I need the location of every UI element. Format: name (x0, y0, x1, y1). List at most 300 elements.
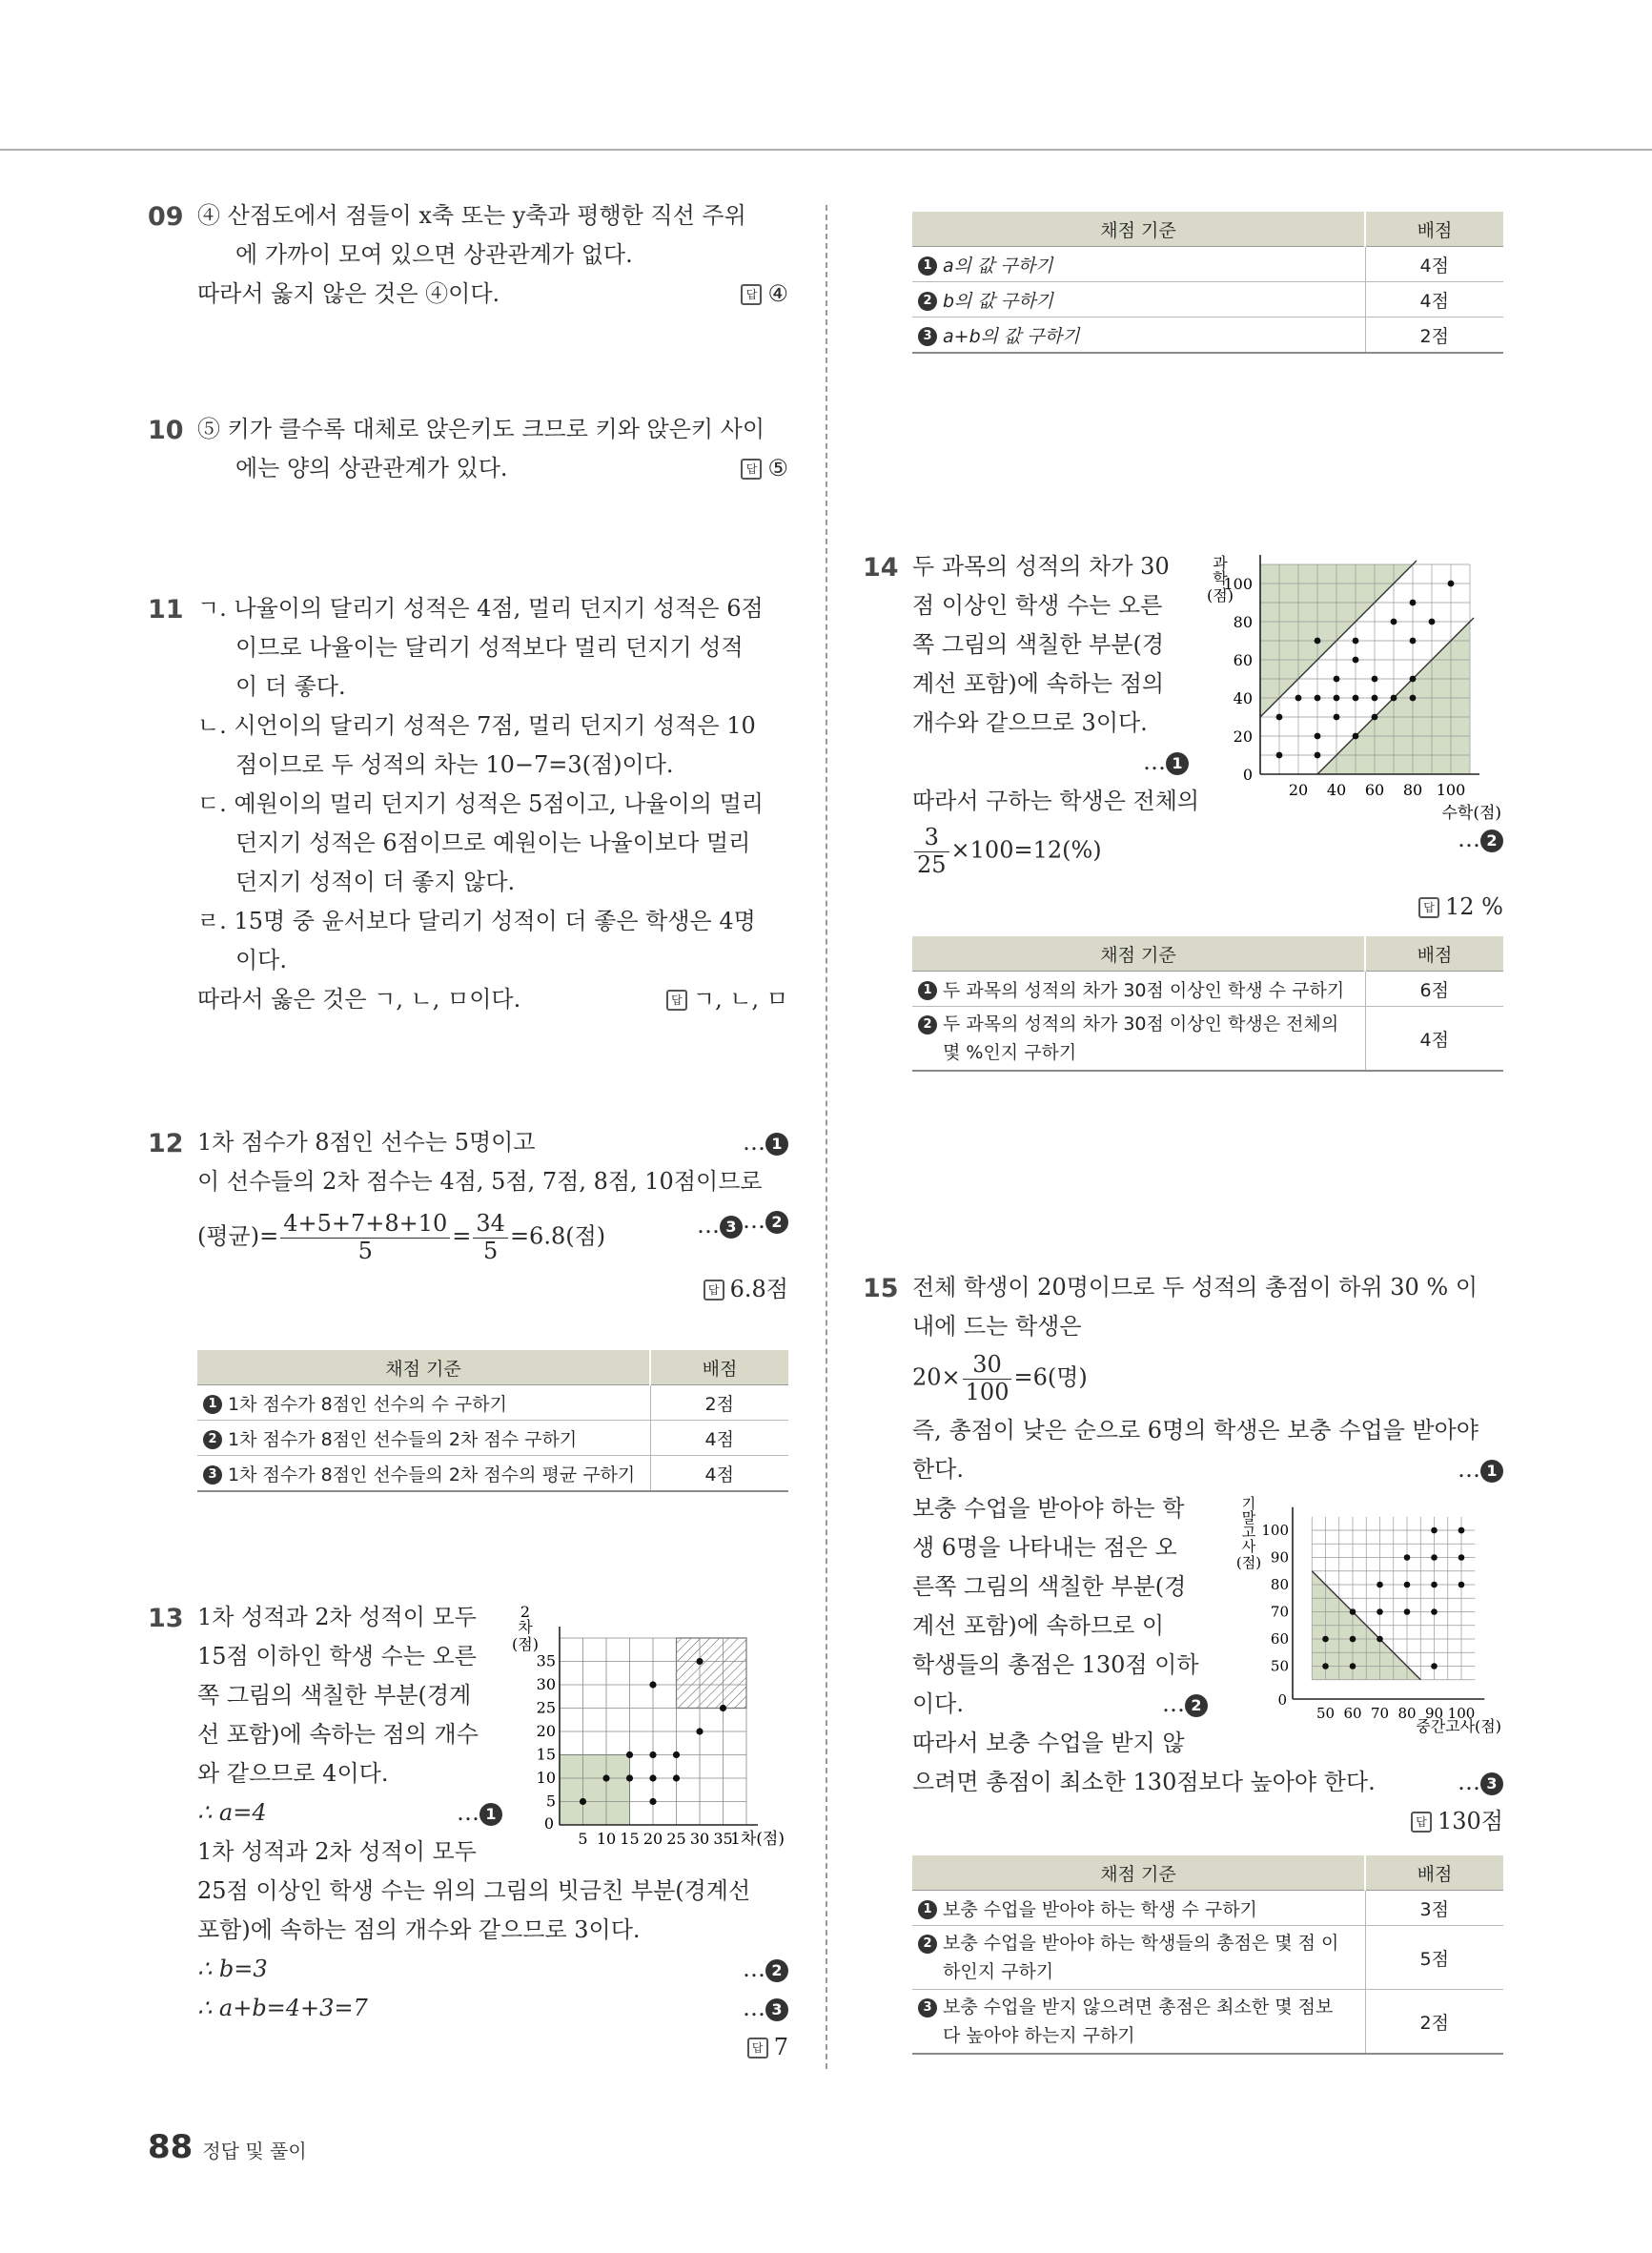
table-header-row (197, 1350, 788, 1385)
y-axis-label: 고 (1241, 1524, 1256, 1541)
data-point (1431, 1527, 1438, 1534)
answer-value: 7 (773, 2034, 788, 2060)
y-axis-label: 사 (1241, 1538, 1256, 1555)
table-row (912, 1990, 1503, 2055)
x-axis-label: 중간고사(점) (1416, 1717, 1501, 1735)
problem-number: 10 (148, 416, 184, 445)
table-cell (197, 1385, 650, 1421)
data-point (1276, 714, 1283, 721)
x-tick-label: 20 (642, 1830, 663, 1848)
step-circle-icon: 1 (918, 1900, 937, 1919)
problem-body (197, 410, 788, 488)
conclusion: 따라서 옳지 않은 것은 ④이다. (197, 280, 500, 307)
problem-number: 11 (148, 595, 184, 625)
text-line: 점 이상인 학생 수는 오른 (912, 592, 1163, 619)
data-point (1391, 619, 1397, 625)
table-row (197, 1421, 788, 1456)
y-tick-label: 80 (1270, 1576, 1289, 1593)
criterion-cont: 하인지 구하기 (943, 1961, 1054, 1982)
step-marker: … 2 (1458, 825, 1503, 853)
data-point (649, 1751, 656, 1758)
data-point (673, 1751, 680, 1758)
table-header: 배점 (1365, 936, 1503, 972)
table-cell (912, 1007, 1365, 1072)
text-line: 1차 성적과 2차 성적이 모두 (197, 1838, 477, 1865)
data-point (1353, 638, 1359, 645)
y-tick-label: 30 (536, 1675, 556, 1693)
table-row (912, 247, 1503, 282)
text-line: 보충 수업을 받아야 하는 학 (912, 1495, 1185, 1523)
step-circle-icon: 3 (918, 1998, 937, 2017)
text-line: 에 가까이 모여 있으면 상관관계가 없다. (235, 241, 633, 268)
text-line: 따라서 보충 수업을 받지 않 (912, 1730, 1185, 1757)
mean-formula (197, 1211, 788, 1264)
data-point (1404, 1554, 1411, 1561)
table-row (912, 1007, 1503, 1072)
text-line (197, 980, 788, 1019)
page-footer (148, 2128, 307, 2166)
x-axis-label: 1차(점) (730, 1830, 785, 1849)
denominator: 25 (917, 850, 947, 878)
y-axis-unit: (점) (1207, 586, 1234, 604)
data-point (1391, 695, 1397, 702)
fraction (963, 1352, 1012, 1405)
data-point (1410, 676, 1417, 683)
step-marker: … 1 (457, 1793, 502, 1833)
y-axis-label: 2 (520, 1603, 531, 1621)
text-line: 두 과목의 성적의 차가 30 (912, 553, 1170, 580)
x-tick-label: 20 (1288, 781, 1309, 799)
data-point (696, 1728, 703, 1734)
scoring-table-14 (912, 936, 1503, 1072)
y-axis-label: 과 (1213, 554, 1228, 572)
table-header: 배점 (1365, 1855, 1503, 1891)
score: 6점 (1365, 972, 1503, 1007)
score: 4점 (650, 1456, 788, 1492)
step-circle-icon: 1 (765, 1133, 788, 1156)
step-marker: … 1 (912, 743, 1189, 782)
step-circle-icon: 1 (203, 1395, 222, 1414)
text-line: 이다. (235, 947, 287, 973)
y-tick-label: 80 (1233, 613, 1253, 631)
data-point (1315, 638, 1321, 645)
y-tick-label: 40 (1233, 689, 1253, 707)
fraction (280, 1211, 450, 1264)
criterion: a의 값 구하기 (943, 255, 1053, 277)
text-line: 점이므로 두 성적의 차는 10−7=3(점)이다. (235, 751, 674, 778)
text-span: 20× (912, 1363, 961, 1391)
x-axis-label: 수학(점) (1441, 804, 1501, 823)
criterion-cont: 다 높아야 하는지 구하기 (943, 2025, 1135, 2046)
text-line: 이므로 나율이는 달리기 성적보다 멀리 던지기 성적 (235, 634, 744, 661)
text-line: 계선 포함)에 속하므로 이 (912, 1612, 1165, 1640)
data-point (1315, 733, 1321, 740)
y-tick-label: 35 (536, 1651, 556, 1670)
shaded-region (560, 1755, 630, 1826)
fraction (473, 1211, 508, 1264)
data-point (649, 1774, 656, 1781)
hatched-region (677, 1638, 747, 1709)
y-axis-label: 학 (1213, 569, 1228, 587)
step-circle-icon: 2 (1480, 830, 1503, 852)
problem-number: 09 (148, 202, 184, 232)
data-point (1377, 1582, 1383, 1588)
text-line: 선 포함)에 속하는 점의 개수 (197, 1721, 479, 1748)
answer (666, 980, 788, 1019)
table-row (912, 1891, 1503, 1926)
step-circle-icon: 2 (765, 1959, 788, 1982)
table-header-row (912, 212, 1503, 247)
data-point (1431, 1663, 1438, 1669)
table-header: 채점 기준 (197, 1350, 650, 1385)
answer-box-icon: 답 (1411, 1812, 1432, 1833)
text-line: ④ 산점도에서 점들이 x축 또는 y축과 평행한 직선 주위 (197, 202, 746, 229)
page-number: 88 (148, 2128, 194, 2166)
data-point (1410, 638, 1417, 645)
scoring-table-15 (912, 1855, 1503, 2055)
step-circle-icon: 3 (765, 1998, 788, 2021)
text-line: ㄴ. 시언이의 달리기 성적은 7점, 멀리 던지기 성적은 10 (197, 712, 756, 739)
text-line (197, 1989, 788, 2028)
table-header: 배점 (1365, 212, 1503, 247)
step-circle-icon: 3 (918, 327, 937, 346)
text-span: 으려면 총점이 최소한 130점보다 높아야 한다. (912, 1769, 1376, 1796)
result: =6.8(점) (509, 1222, 606, 1250)
answer-value: 6.8점 (729, 1276, 788, 1303)
x-tick-label: 80 (1402, 781, 1423, 799)
table-cell (912, 1926, 1365, 1990)
x-tick-label: 100 (1436, 781, 1466, 799)
data-point (580, 1798, 586, 1805)
criterion: b의 값 구하기 (943, 290, 1053, 312)
x-tick-label: 100 (1447, 1705, 1476, 1722)
conclusion: 따라서 옳은 것은 ㄱ, ㄴ, ㅁ이다. (197, 986, 521, 1013)
y-axis-label: 말 (1241, 1509, 1256, 1526)
criterion: 두 과목의 성적의 차가 30점 이상인 학생 수 구하기 (943, 979, 1345, 1001)
data-point (1353, 657, 1359, 664)
answer (197, 2028, 788, 2067)
data-point (1353, 695, 1359, 702)
y-axis-label: 기 (1241, 1495, 1256, 1512)
answer-value: ④ (767, 280, 788, 307)
data-point (1350, 1663, 1356, 1669)
data-point (1372, 714, 1378, 721)
table-cell (912, 972, 1365, 1007)
score: 5점 (1365, 1926, 1503, 1990)
x-tick-label: 5 (578, 1830, 588, 1848)
step-marker: … 2 (743, 1950, 788, 1989)
mean-label: (평균)= (197, 1222, 279, 1250)
answer (912, 888, 1503, 927)
count-formula (912, 1352, 1503, 1405)
tick-label-origin: 0 (1277, 1691, 1287, 1709)
data-point (1458, 1582, 1465, 1588)
data-point (649, 1681, 656, 1688)
answer-box-icon: 답 (666, 990, 687, 1011)
text-line: 이 더 좋다. (235, 673, 346, 700)
text-line (197, 275, 788, 314)
table-row (912, 282, 1503, 317)
data-point (626, 1774, 633, 1781)
criterion: 1차 점수가 8점인 선수의 수 구하기 (228, 1393, 507, 1415)
x-tick-label: 60 (1343, 1705, 1362, 1722)
data-point (673, 1774, 680, 1781)
step-circle-icon: 2 (203, 1430, 222, 1449)
text-line: 쪽 그림의 색칠한 부분(경계 (197, 1682, 472, 1709)
score: 2점 (1365, 1990, 1503, 2055)
table-cell (912, 247, 1365, 282)
equals: = (452, 1222, 472, 1250)
x-tick-label: 70 (1370, 1705, 1390, 1722)
text-line: ㄱ. 나율이의 달리기 성적은 4점, 멀리 던지기 성적은 6점 (197, 595, 764, 622)
criterion-cont: 몇 %인지 구하기 (943, 1042, 1077, 1063)
criterion: 1차 점수가 8점인 선수들의 2차 점수의 평균 구하기 (228, 1464, 636, 1485)
x-tick-label: 60 (1364, 781, 1385, 799)
data-point (1377, 1636, 1383, 1643)
answer-box-icon: 답 (747, 2038, 768, 2058)
table-cell (912, 1891, 1365, 1926)
y-tick-label: 100 (1223, 575, 1253, 593)
data-point (1353, 733, 1359, 740)
step-circle-icon: 2 (918, 292, 937, 311)
numerator: 30 (963, 1352, 1012, 1380)
numerator: 3 (914, 825, 949, 852)
step-circle-icon: 3 (720, 1216, 743, 1239)
text-span: 한다. (912, 1456, 964, 1484)
problem-number: 14 (863, 553, 899, 583)
x-tick-label: 50 (1315, 1705, 1336, 1722)
step-circle-icon: 1 (1480, 1460, 1503, 1483)
scatter-plot-14 (1207, 547, 1506, 824)
text-line (912, 1450, 1503, 1489)
column-divider (826, 205, 827, 2069)
text-line: 계선 포함)에 속하는 점의 (912, 670, 1165, 697)
table-header-row (912, 936, 1503, 972)
data-point (1448, 581, 1455, 587)
problem-number: 12 (148, 1129, 184, 1158)
table-row (912, 972, 1503, 1007)
problem-body (197, 589, 788, 1019)
y-tick-label: 25 (536, 1698, 556, 1717)
data-point (1322, 1636, 1329, 1643)
text-line: 25점 이상인 학생 수는 위의 그림의 빗금친 부분(경계선 (197, 1877, 751, 1904)
score: 2점 (1365, 317, 1503, 354)
text-line: 른쪽 그림의 색칠한 부분(경 (912, 1573, 1187, 1601)
text-line (197, 449, 788, 488)
answer-value: 130점 (1438, 1808, 1503, 1835)
problem-body (197, 196, 788, 314)
criterion: a+b의 값 구하기 (943, 325, 1080, 347)
percent-formula (912, 825, 1503, 878)
scoring-table-13 (912, 212, 1503, 354)
step-circle-icon: 2 (918, 1015, 937, 1034)
step-marker: … 1 (1458, 1450, 1503, 1489)
step-marker: … 3 (1458, 1763, 1503, 1802)
y-tick-label: 10 (536, 1769, 556, 1787)
text-line: 내에 드는 학생은 (912, 1313, 1082, 1340)
data-point (1377, 1608, 1383, 1615)
table-cell (197, 1421, 650, 1456)
step-marker: … 3 (743, 1989, 788, 2028)
problem-number: 13 (148, 1604, 184, 1633)
data-point (1350, 1608, 1356, 1615)
text-span: 1차 점수가 8점인 선수는 5명이고 (197, 1129, 536, 1156)
text-line (912, 1763, 1503, 1802)
data-point (1431, 1582, 1438, 1588)
score: 4점 (1365, 1007, 1503, 1072)
scoring-table-12 (197, 1350, 788, 1492)
table-row (912, 1926, 1503, 1990)
text-line: 학생들의 총점은 130점 이하 (912, 1651, 1199, 1679)
data-point (1404, 1608, 1411, 1615)
answer (197, 1270, 788, 1309)
step-circle-icon: 2 (765, 1211, 788, 1234)
x-tick-label: 35 (713, 1830, 733, 1848)
text-line (197, 1793, 502, 1833)
table-cell (912, 317, 1365, 354)
data-point (1334, 695, 1340, 702)
text-line: 전체 학생이 20명이므로 두 성적의 총점이 하위 30 % 이 (912, 1274, 1479, 1301)
x-tick-label: 90 (1424, 1705, 1444, 1722)
equation: ∴ a+b=4+3=7 (197, 1995, 368, 2021)
y-tick-label: 100 (1261, 1522, 1289, 1539)
text-line: 따라서 구하는 학생은 전체의 (912, 788, 1200, 814)
y-tick-label: 90 (1270, 1548, 1289, 1567)
data-point (1458, 1554, 1465, 1561)
x-tick-label: 40 (1326, 781, 1347, 799)
answer-value: ⑤ (767, 455, 788, 481)
text-line: 던지기 성적은 6점이므로 예원이는 나율이보다 멀리 (235, 830, 751, 856)
data-point (720, 1705, 726, 1711)
y-axis-unit: (점) (1235, 1554, 1262, 1571)
data-point (649, 1798, 656, 1805)
y-tick-label: 50 (1270, 1657, 1289, 1675)
answer-box-icon: 답 (704, 1280, 724, 1301)
criterion: 보충 수업을 받아야 하는 학생 수 구하기 (943, 1898, 1257, 1920)
tick-labels (1261, 1522, 1475, 1722)
text-line: 생 6명을 나타내는 점은 오 (912, 1534, 1177, 1562)
step-marker: … 2 (1162, 1685, 1208, 1724)
data-point (602, 1774, 609, 1781)
data-point (1334, 676, 1340, 683)
answer (741, 275, 788, 314)
scatter-plot-13 (512, 1594, 804, 1852)
text-span: 이다. (912, 1690, 964, 1718)
step-circle-icon: 2 (1185, 1694, 1208, 1717)
data-point (626, 1751, 633, 1758)
denominator: 5 (357, 1237, 373, 1264)
data-point (1372, 676, 1378, 683)
data-point (1350, 1636, 1356, 1643)
text-line: 와 같으므로 4이다. (197, 1760, 389, 1787)
y-tick-label: 20 (536, 1722, 556, 1740)
text-line: 15점 이하인 학생 수는 오른 (197, 1643, 477, 1669)
step-circle-icon: 1 (918, 981, 937, 1000)
text-line: 1차 성적과 2차 성적이 모두 (197, 1604, 477, 1630)
criterion: 보충 수업을 받아야 하는 학생들의 총점은 몇 점 이 (943, 1933, 1339, 1954)
answer-box-icon: 답 (741, 459, 762, 480)
data-point (1410, 600, 1417, 606)
footer-label: 정답 및 풀이 (202, 2140, 307, 2162)
table-cell (912, 282, 1365, 317)
x-tick-label: 30 (689, 1830, 710, 1848)
data-point (1404, 1582, 1411, 1588)
table-row (197, 1456, 788, 1492)
y-tick-label: 5 (545, 1792, 556, 1811)
text-line: 즉, 총점이 낮은 순으로 6명의 학생은 보충 수업을 받아야 (912, 1417, 1479, 1444)
step-circle-icon: 1 (1166, 752, 1189, 775)
equation: ∴ b=3 (197, 1956, 268, 1982)
data-point (1315, 695, 1321, 702)
text-line: ⑤ 키가 클수록 대체로 앉은키도 크므로 키와 앉은키 사이 (197, 416, 765, 442)
scatter-plot-15 (1235, 1487, 1506, 1737)
table-header: 채점 기준 (912, 936, 1365, 972)
table-row (197, 1385, 788, 1421)
score: 4점 (1365, 247, 1503, 282)
problem-body (197, 1123, 788, 1309)
result: =6(명) (1013, 1363, 1088, 1391)
data-point (1295, 695, 1302, 702)
text-span: 에는 양의 상관관계가 있다. (235, 455, 508, 481)
data-point (696, 1658, 703, 1665)
step-circle-icon: 3 (1480, 1772, 1503, 1795)
data-point (1322, 1663, 1329, 1669)
equation: ∴ a=4 (197, 1799, 267, 1826)
text-line (197, 1950, 788, 1989)
score: 4점 (1365, 282, 1503, 317)
table-header: 채점 기준 (912, 212, 1365, 247)
data-point (1429, 619, 1436, 625)
x-tick-label: 10 (596, 1830, 617, 1848)
denominator: 100 (965, 1378, 1010, 1405)
step-circle-icon: 1 (918, 256, 937, 276)
denominator: 5 (483, 1237, 499, 1264)
y-tick-label: 60 (1270, 1630, 1289, 1648)
answer-value: 12 % (1445, 893, 1503, 921)
top-rule (0, 149, 1652, 151)
answer-box-icon: 답 (1418, 897, 1439, 918)
x-tick-label: 25 (666, 1830, 686, 1848)
answer (912, 1802, 1503, 1841)
step-circle-icon: 3 (203, 1465, 222, 1485)
table-header: 채점 기준 (912, 1855, 1365, 1891)
step-marker: … 3 (697, 1211, 743, 1239)
table-row (912, 317, 1503, 354)
step-circle-icon: 1 (479, 1803, 502, 1826)
y-axis-label: 차 (518, 1618, 533, 1636)
numerator: 4+5+7+8+10 (280, 1211, 450, 1239)
answer-box-icon: 답 (741, 284, 762, 305)
text-line: 개수와 같으므로 3이다. (912, 709, 1148, 736)
answer-value: ㄱ, ㄴ, ㅁ (692, 986, 788, 1013)
y-tick-label: 60 (1233, 651, 1253, 669)
table-header-row (912, 1855, 1503, 1891)
text-line (197, 1123, 788, 1162)
table-cell (197, 1456, 650, 1492)
text-line: 던지기 성적이 더 좋지 않다. (235, 869, 516, 895)
text-line: 쪽 그림의 색칠한 부분(경 (912, 631, 1165, 658)
fraction (914, 825, 949, 878)
step-marker: … 1 (743, 1123, 788, 1162)
data-point (1334, 714, 1340, 721)
y-tick-label: 15 (536, 1745, 556, 1764)
data-point (1431, 1608, 1438, 1615)
data-point (1276, 752, 1283, 759)
tick-label-origin: 0 (1242, 766, 1253, 784)
data-point (1372, 695, 1378, 702)
data-point (1458, 1527, 1465, 1534)
text-line: ㄹ. 15명 중 윤서보다 달리기 성적이 더 좋은 학생은 4명 (197, 908, 756, 934)
